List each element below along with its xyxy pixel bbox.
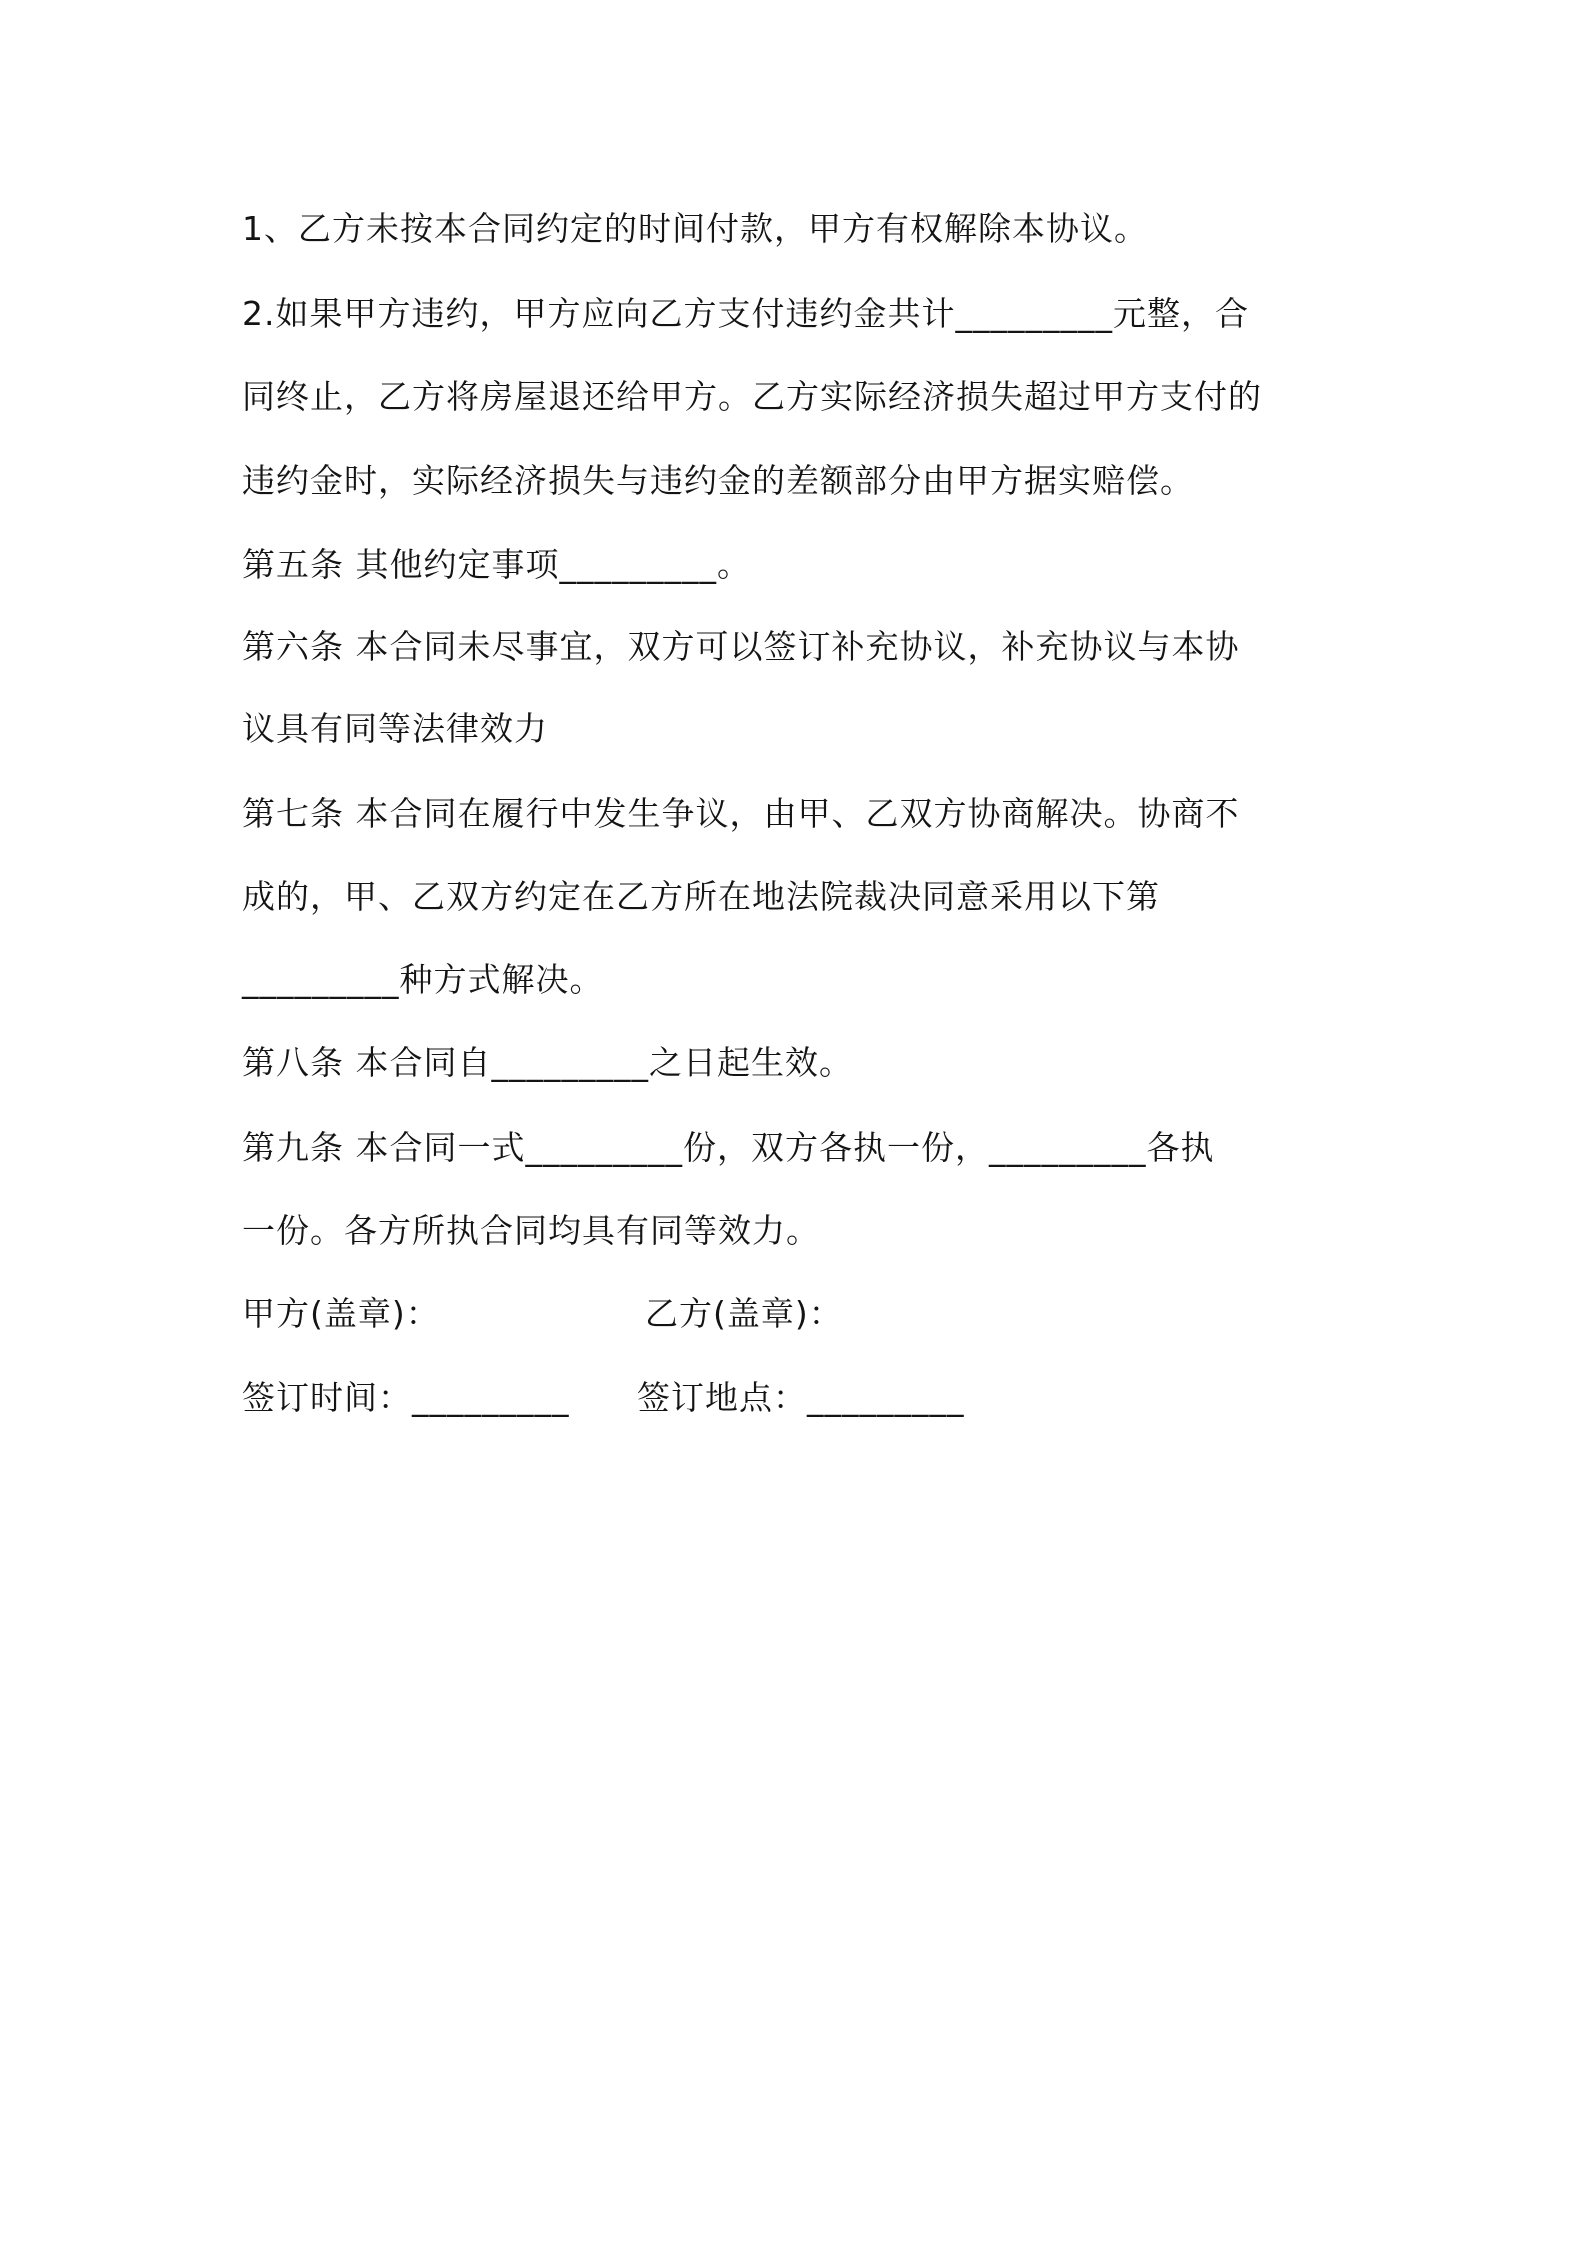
clause-line: 第九条 本合同一式_________份，双方各执一份，_________各执 <box>242 1128 1215 1167</box>
clause-line: 同终止，乙方将房屋退还给甲方。乙方实际经济损失超过甲方支付的 <box>242 377 1262 416</box>
clause-line: 一份。各方所执合同均具有同等效力。 <box>242 1211 820 1250</box>
clause-line: 第五条 其他约定事项_________。 <box>242 545 751 584</box>
clause-line: 第七条 本合同在履行中发生争议，由甲、乙双方协商解决。协商不 <box>242 794 1240 833</box>
party-b-seal-label: 乙方(盖章)： <box>645 1294 843 1333</box>
clause-line: 1、乙方未按本合同约定的时间付款，甲方有权解除本协议。 <box>242 209 1148 248</box>
clause-line: 议具有同等法律效力 <box>242 709 548 748</box>
clause-line: 成的，甲、乙双方约定在乙方所在地法院裁决同意采用以下第 <box>242 877 1160 916</box>
clause-line: 违约金时，实际经济损失与违约金的差额部分由甲方据实赔偿。 <box>242 461 1194 500</box>
clause-line: _________种方式解决。 <box>242 960 604 999</box>
clause-line: 第六条 本合同未尽事宜，双方可以签订补充协议，补充协议与本协 <box>242 627 1240 666</box>
clause-line: 2.如果甲方违约，甲方应向乙方支付违约金共计_________元整，合 <box>242 294 1249 333</box>
sign-place-field: 签订地点：_________ <box>637 1378 965 1417</box>
clause-line: 第八条 本合同自_________之日起生效。 <box>242 1043 853 1082</box>
party-a-seal-label: 甲方(盖章)： <box>242 1294 440 1333</box>
sign-time-field: 签订时间：_________ <box>242 1378 570 1417</box>
